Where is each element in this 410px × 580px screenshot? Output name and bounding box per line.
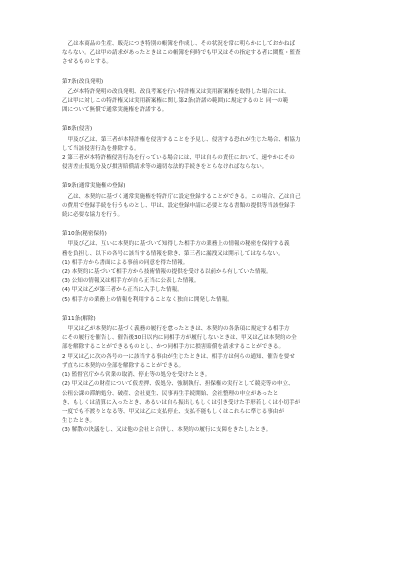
text-line: 乙が本特許発明の改良発明、改良考案を行い特許権又は実用新案権を取得した場合には、: [62, 88, 290, 95]
intro-block: [62, 40, 366, 68]
list-item: (3) 解散の決議をし、又は他の会社と合併し、本契約の履行に支障をきたしたとき。: [62, 427, 272, 434]
article-heading: 第11条(解除): [62, 315, 96, 322]
list-item: 一度でも不渡りとなる等、甲又は乙に支払停止、支払不能もしくはこれらに準じる事由が: [62, 408, 285, 415]
list-item: 生じたとき。: [62, 418, 96, 425]
list-item: (3) 公知の情報又は相手方が自ら正当に公表した情報。: [62, 278, 200, 285]
article-heading: 第8条(侵害): [62, 126, 93, 133]
list-item: (5) 相手方の業務上の情報を利用することなく独自に開発した情報。: [62, 296, 233, 303]
list-item: (1) 相手方から書面による事前の同意を得た情報。: [62, 259, 189, 266]
article-heading: 第9条(通常実施権の登録): [62, 183, 126, 190]
text-line: して当該侵害行為を排除する。: [62, 145, 140, 152]
article-11: [62, 315, 366, 436]
article-8: [62, 125, 366, 172]
text-line: 部を解除することができるものとし、かつ同相手方に損害賠償を請求することができる。: [62, 344, 285, 351]
list-item: (2) 甲又は乙の財産について仮差押、仮処分、強制執行、担保権の実行として競売等の申立、: [62, 381, 294, 388]
text-line: ず直ちに本契約の全部を解除することができる。: [62, 362, 185, 369]
text-line: 乙は本商品の生産、販売につき特別の帳簿を作成し、その状況を常に明らかにしておかねば: [62, 41, 295, 47]
list-item: き、もしくは清算に入ったとき、あるいは自ら振出しもしくは引き受けた手形若しくは小切手が: [62, 399, 301, 406]
text-line: にその履行を催告し、催告後30日以内に同相手方が履行しないときは、甲又は乙は本契約の全: [62, 335, 297, 342]
article-9: [62, 182, 366, 220]
text-line: 務を負担し、以下の各号に該当する情報を除き、第三者に漏洩又は開示してはならない。: [62, 250, 284, 257]
list-item: (2) 本契約に基づいて相手方から技術情報の提供を受ける以前から有していた情報。: [62, 269, 272, 276]
text-line: 乙は甲に対しこの特許権又は実用新案権に関し第2条(許諾の範囲)に規定するのと 同一の範: [62, 98, 289, 105]
text-line: 甲及び乙は、第三者が本特許権を侵害することを予見し、侵害する恐れが生じた場合、相協力: [62, 136, 301, 143]
text-line: ならない。乙は甲の請求があったときはこの帳簿を何時でも甲又はその指定する者に閲覧・監査: [62, 50, 301, 57]
text-line: 甲及び乙は、互いに本契約に基づいて知得した相手方の業務上の情報の秘密を保持する義: [62, 241, 290, 248]
article-10: [62, 230, 366, 305]
article-heading: 第7条(改良発明): [62, 78, 104, 85]
text-line: 侵害差止仮処分及び損害賠償請求等の適切な法的手続きをとらなければならない。: [62, 164, 268, 171]
list-item: (4) 甲又は乙が第三者から正当に入手した情報。: [62, 287, 183, 294]
text-line: 2 第三者が本特許権侵害行為を行っている場合には、甲は自らの責任において、速やかにその: [62, 155, 295, 162]
text-line: 乙は、本契約に基づく通常実施権を特許庁に設定登録することができる。この場合、乙は自己: [62, 193, 301, 200]
text-line: 甲又は乙が本契約に基づく義務の履行を怠ったときは、本契約の各条項に規定する相手方: [62, 326, 290, 333]
text-line: させるものとする。: [62, 59, 112, 66]
article-7: [62, 78, 366, 116]
text-line: 2 甲又は乙に次の各号の一に該当する事由が生じたときは、相手方は何らの通知、催告を要せ: [62, 353, 295, 360]
text-line: 囲について無償で通常実施権を許諾する。: [62, 107, 168, 114]
list-item: (1) 監督官庁から営業の取消、停止等の処分を受けたとき。: [62, 372, 211, 379]
text-line: 続に必要な協力を行う。: [62, 212, 124, 219]
article-heading: 第10条(秘密保持): [62, 231, 107, 238]
text-line: の費用で登録手続を行うものとし、甲は、設定登録申請に必要となる書類の提供等当該登録手: [62, 202, 296, 209]
list-item: 公租公課の滞納処分、破産、会社更生、民事再生手続開始、会社整理の申立があったと: [62, 390, 279, 397]
